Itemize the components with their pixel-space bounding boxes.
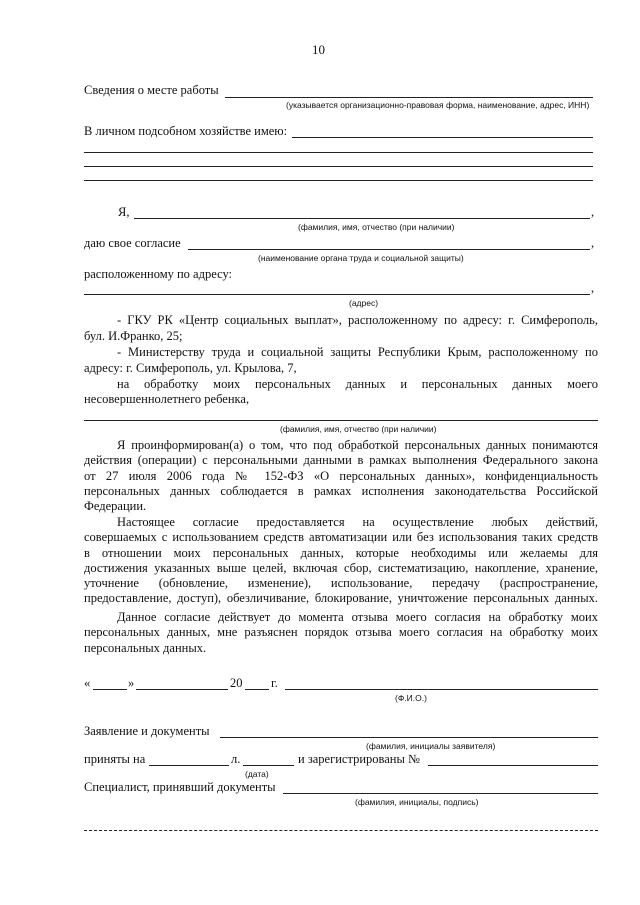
paragraph-line: предоставление, доступ), обезличивание, блокирование, уничтожение персональных данных.: [84, 591, 598, 606]
paragraph-line: Настоящее согласие предоставляется на осуществление любых действий,: [117, 515, 598, 529]
recipient-1-line-2: бул. И.Франко, 25;: [84, 329, 183, 343]
page-number: 10: [312, 42, 325, 57]
work-label: Сведения о месте работы: [84, 83, 219, 97]
specialist-hint: (фамилия, инициалы, подпись): [355, 797, 479, 807]
give-comma: ,: [591, 236, 595, 250]
household-field-line[interactable]: [292, 137, 593, 138]
purpose-line-2: несовершеннолетнего ребенка,: [84, 392, 250, 406]
date-day-line[interactable]: [93, 689, 127, 690]
address-label: расположенному по адресу:: [84, 267, 233, 281]
paragraph-line: персональных данных соблюдается в рамках исполнения законодательства Российской: [84, 483, 598, 498]
household-line-2[interactable]: [84, 152, 593, 153]
date-quote-close: »: [128, 676, 135, 690]
date-month-line[interactable]: [136, 689, 228, 690]
specialist-label: Специалист, принявший документы: [84, 780, 276, 794]
registration-number-line[interactable]: [428, 765, 598, 766]
paragraph-line: достижения указанных выше целей, включая сбор, систематизацию, накопление, хранение,: [84, 560, 598, 575]
child-fio-field-line[interactable]: [84, 420, 598, 421]
paragraph-informed: [84, 438, 598, 514]
paragraph-line: в отношении моих персональных данных, которые необходимы или желаемы для: [84, 545, 598, 560]
paragraph-line: уточнение (обновление, изменение), использование, передачу (распространение,: [84, 576, 598, 591]
address-hint: (адрес): [349, 298, 379, 308]
applicant-hint: (фамилия, инициалы заявителя): [366, 741, 496, 751]
recipient-1-line-1: - ГКУ РК «Центр социальных выплат», расположенному по адресу: г. Симферополь,: [117, 313, 598, 327]
paragraph-validity: [84, 610, 598, 656]
work-field-line[interactable]: [225, 97, 593, 98]
child-fio-hint: (фамилия, имя, отчество (при наличии): [280, 424, 437, 434]
household-line-4[interactable]: [84, 180, 593, 181]
date-quote-open: «: [84, 676, 91, 690]
accepted-label: приняты на: [84, 752, 146, 766]
specialist-field-line[interactable]: [283, 793, 598, 794]
paragraph-line: совершаемых с использованием средств автоматизации или без использования таких средств: [84, 530, 598, 545]
work-hint: (указывается организационно-правовая форма, наименование, адрес, ИНН): [286, 100, 590, 110]
paragraph-line: от 27 июля 2006 года № 152-ФЗ «О персональных данных», конфиденциальность: [84, 468, 598, 483]
household-line-3[interactable]: [84, 166, 593, 167]
accepted-date-line[interactable]: [149, 765, 229, 766]
recipient-2-line-1: - Министерству труда и социальной защиты Республики Крым, расположенному по: [117, 345, 598, 359]
fio-hint: (фамилия, имя, отчество (при наличии): [298, 222, 455, 232]
organ-field-line[interactable]: [188, 249, 590, 250]
sheets-count-line[interactable]: [243, 765, 294, 766]
paragraph-line: Федерации.: [84, 499, 147, 514]
signature-fio-hint: (Ф.И.О.): [395, 693, 427, 703]
paragraph-line: Я проинформирован(а) о том, что под обработкой персональных данных понимаются: [117, 438, 598, 452]
registered-label: и зарегистрированы №: [298, 752, 420, 766]
i-label: Я,: [118, 205, 130, 219]
date-hint: (дата): [245, 769, 269, 779]
purpose-line-1: на обработку моих персональных данных и персональных данных моего: [117, 377, 598, 391]
date-year-prefix: 20: [230, 676, 243, 690]
docs-label: Заявление и документы: [84, 724, 210, 738]
cut-line-divider: [84, 830, 598, 831]
recipient-2-line-2: адресу: г. Симферополь, ул. Крылова, 7,: [84, 361, 297, 375]
paragraph-line: действия (операции) с персональными данными в рамках выполнения Федерального закона: [84, 453, 598, 468]
give-consent-label: даю свое согласие: [84, 236, 181, 250]
date-year-line[interactable]: [245, 689, 269, 690]
applicant-field-line[interactable]: [220, 737, 598, 738]
fio-field-line[interactable]: [134, 218, 590, 219]
paragraph-line: Данное согласие действует до момента отзыва моего согласия на обработку моих: [117, 610, 598, 624]
organ-hint: (наименование органа труда и социальной защиты): [258, 253, 464, 263]
date-year-suffix: г.: [271, 676, 278, 690]
paragraph-line: персональных данных.: [84, 640, 207, 655]
paragraph-line: персональных данных, мне разъяснен порядок отзыва моего согласия на обработку моих: [84, 625, 598, 640]
address-field-line[interactable]: [84, 294, 590, 295]
paragraph-actions: [84, 515, 598, 607]
address-comma: ,: [591, 281, 595, 295]
household-label: В личном подсобном хозяйстве имею:: [84, 124, 288, 138]
signature-fio-line[interactable]: [285, 689, 598, 690]
sheets-label: л.: [231, 752, 241, 766]
i-comma: ,: [591, 205, 595, 219]
